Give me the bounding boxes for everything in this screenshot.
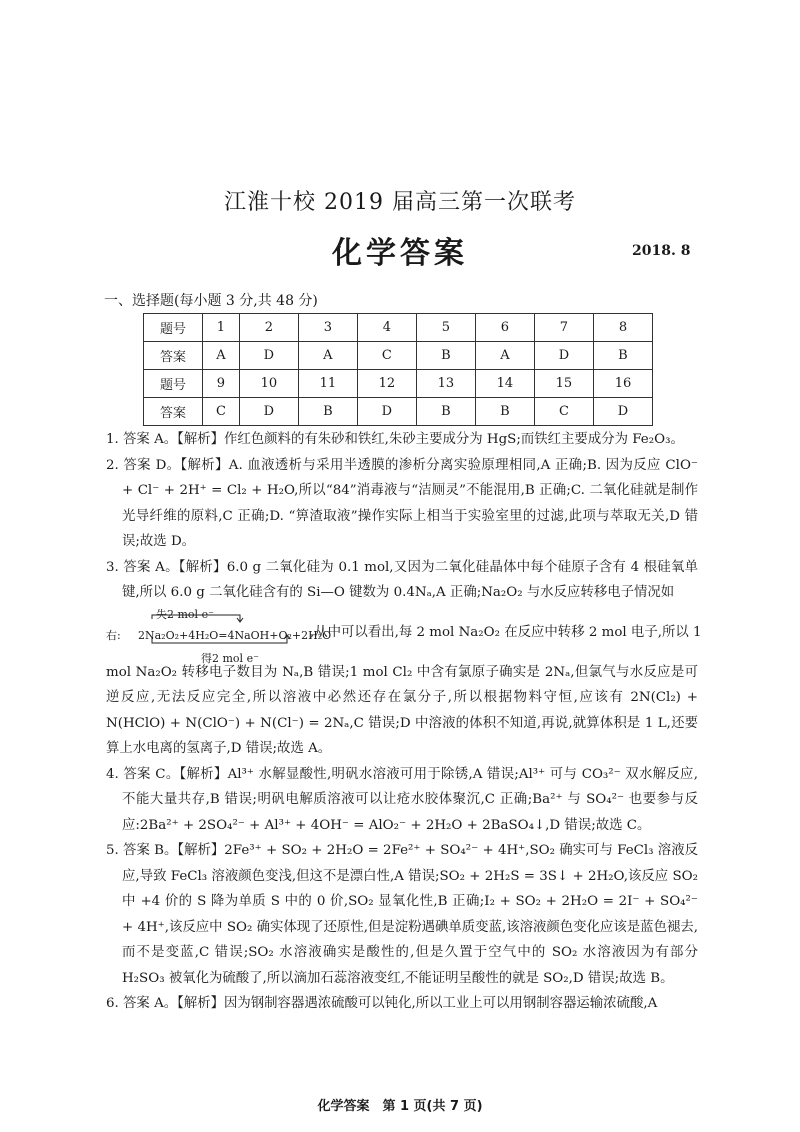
explanation-q3-part1: 3. 答案 A。【解析】6.0 g 二氧化硅为 0.1 mol,又因为二氧化硅晶体中每个硅原子含有 4 根硅氧单键,所以 6.0 g 二氧化硅含有的 Si—O 键数为 0.4Nₐ,A 正确;Na₂O₂ 与水反应转移电子情况如 (106, 559, 698, 600)
question-number-cell: 15 (534, 370, 593, 398)
explanation-q1: 1. 答案 A。【解析】作红色颜料的有朱砂和铁红,朱砂主要成分为 HgS;而铁红主要成分为 Fe₂O₃。 (106, 432, 684, 447)
answer-cell: D (239, 342, 298, 370)
question-number-cell: 12 (357, 370, 416, 398)
table-header-cell: 答案 (144, 342, 203, 370)
answer-cell: D (593, 398, 652, 426)
table-row (144, 342, 653, 370)
table-row (144, 398, 653, 426)
answer-cell: D (357, 398, 416, 426)
exam-date: 2018. 8 (632, 243, 691, 259)
explanation-q3-part2: mol Na₂O₂ 转移电子数目为 Nₐ,B 错误;1 mol Cl₂ 中含有氯原子确实是 2Nₐ,但氯气与水反应是可逆反应,无法反应完全,所以溶液中必然还存在氯分子,所以根据物料守恒,应该有 2N(Cl₂) + N(HClO) + N(ClO⁻) + N(Cl⁻) = 2Nₐ,C 错误;D 中溶液的体积不知道,再说,就算体积是 1 L,还要算上水电离的氢离子,D 错误;故选 A。 (106, 664, 698, 756)
answer-cell: C (203, 398, 240, 426)
answer-cell: B (298, 398, 357, 426)
question-number-cell: 4 (357, 314, 416, 342)
question-number-cell: 9 (203, 370, 240, 398)
question-number-cell: 5 (416, 314, 475, 342)
question-number-cell: 7 (534, 314, 593, 342)
section-heading: 一、选择题(每小题 3 分,共 48 分) (104, 293, 318, 309)
table-row (144, 370, 653, 398)
question-number-cell: 8 (593, 314, 652, 342)
diagram-trailing-text: ,从中可以看出,每 2 mol Na₂O₂ 在反应中转移 2 mol 电子,所以 1 (310, 624, 702, 640)
question-number-cell: 2 (239, 314, 298, 342)
answer-cell: A (203, 342, 240, 370)
redox-equation: 2Na₂O₂+4H₂O=4NaOH+O₂+2H₂O (138, 628, 332, 642)
electron-transfer-diagram (106, 606, 702, 665)
subject-title: 化学答案 (332, 236, 468, 271)
electron-gain-label: 得2 mol e⁻ (201, 651, 259, 665)
page-footer: 化学答案 第 1 页(共 7 页) (317, 1099, 483, 1114)
question-number-cell: 6 (475, 314, 534, 342)
answer-cell: B (593, 342, 652, 370)
answer-cell: B (475, 398, 534, 426)
explanation-q4: 4. 答案 C。【解析】Al³⁺ 水解显酸性,明矾水溶液可用于除锈,A 错误;Al³⁺ 可与 CO₃²⁻ 双水解反应,不能大量共存,B 错误;明矾电解质溶液可以让疮水胶体聚沉,C 正确;Ba²⁺ 与 SO₄²⁻ 也要参与反应:2Ba²⁺ + 2SO₄²⁻ + Al³⁺ + 4OH⁻ = AlO₂⁻ + 2H₂O + 2BaSO₄↓,D 错误;故选 C。 (106, 766, 698, 833)
answer-cell: C (534, 398, 593, 426)
diagram-prefix: 右: (106, 628, 121, 642)
answer-table (143, 313, 653, 426)
question-number-cell: 10 (239, 370, 298, 398)
table-row (144, 314, 653, 342)
answer-cell: A (475, 342, 534, 370)
answer-cell: B (416, 342, 475, 370)
explanation-q6: 6. 答案 A。【解析】因为钢制容器遇浓硫酸可以钝化,所以工业上可以用钢制容器运输浓硫酸,A (106, 996, 658, 1011)
explanation-q2: 2. 答案 D。【解析】A. 血液透析与采用半透膜的渗析分离实验原理相同,A 正确;B. 因为反应 ClO⁻ + Cl⁻ + 2H⁺ = Cl₂ + H₂O,所以“84”消毒液与“洁厕灵”不能混用,B 正确;C. 二氧化硅就是制作光导纤维的原料,C 正确;D. “箅渣取液”操作实际上相当于实验室里的过滤,此项与萃取无关,D 错误;故选 D。 (106, 457, 698, 549)
answer-cell: D (239, 398, 298, 426)
exam-title: 江淮十校 2019 届高三第一次联考 (224, 190, 576, 215)
answer-cell: B (416, 398, 475, 426)
table-header-cell: 题号 (144, 314, 203, 342)
question-number-cell: 1 (203, 314, 240, 342)
answer-cell: D (534, 342, 593, 370)
explanation-q5: 5. 答案 B。【解析】2Fe³⁺ + SO₂ + 2H₂O = 2Fe²⁺ + SO₄²⁻ + 4H⁺,SO₂ 确实可与 FeCl₃ 溶液反应,导致 FeCl₃ 溶液颜色变浅,但这不是漂白性,A 错误;SO₂ + 2H₂S = 3S↓ + 2H₂O,该反应 SO₂ 中 +4 价的 S 降为单质 S 中的 0 价,SO₂ 显氧化性,B 正确;I₂ + SO₂ + 2H₂O = 2I⁻ + SO₄²⁻ + 4H⁺,该反应中 SO₂ 确实体现了还原性,但是淀粉遇碘单质变蓝,该溶液颜色变化应该是蓝色褪去,而不是变蓝,C 错误;SO₂ 水溶液确实是酸性的,但是久置于空气中的 SO₂ 水溶液因为有部分 H₂SO₃ 被氧化为硫酸了,所以滴加石蕊溶液变红,不能证明呈酸性的就是 SO₂,D 错误;故选 B。 (106, 843, 698, 986)
electron-lost-label: 失2 mol e⁻ (156, 607, 214, 621)
table-header-cell: 题号 (144, 370, 203, 398)
answer-cell: A (298, 342, 357, 370)
table-header-cell: 答案 (144, 398, 203, 426)
question-number-cell: 16 (593, 370, 652, 398)
question-number-cell: 3 (298, 314, 357, 342)
explanations (106, 427, 702, 1017)
question-number-cell: 11 (298, 370, 357, 398)
answer-cell: C (357, 342, 416, 370)
question-number-cell: 13 (416, 370, 475, 398)
question-number-cell: 14 (475, 370, 534, 398)
